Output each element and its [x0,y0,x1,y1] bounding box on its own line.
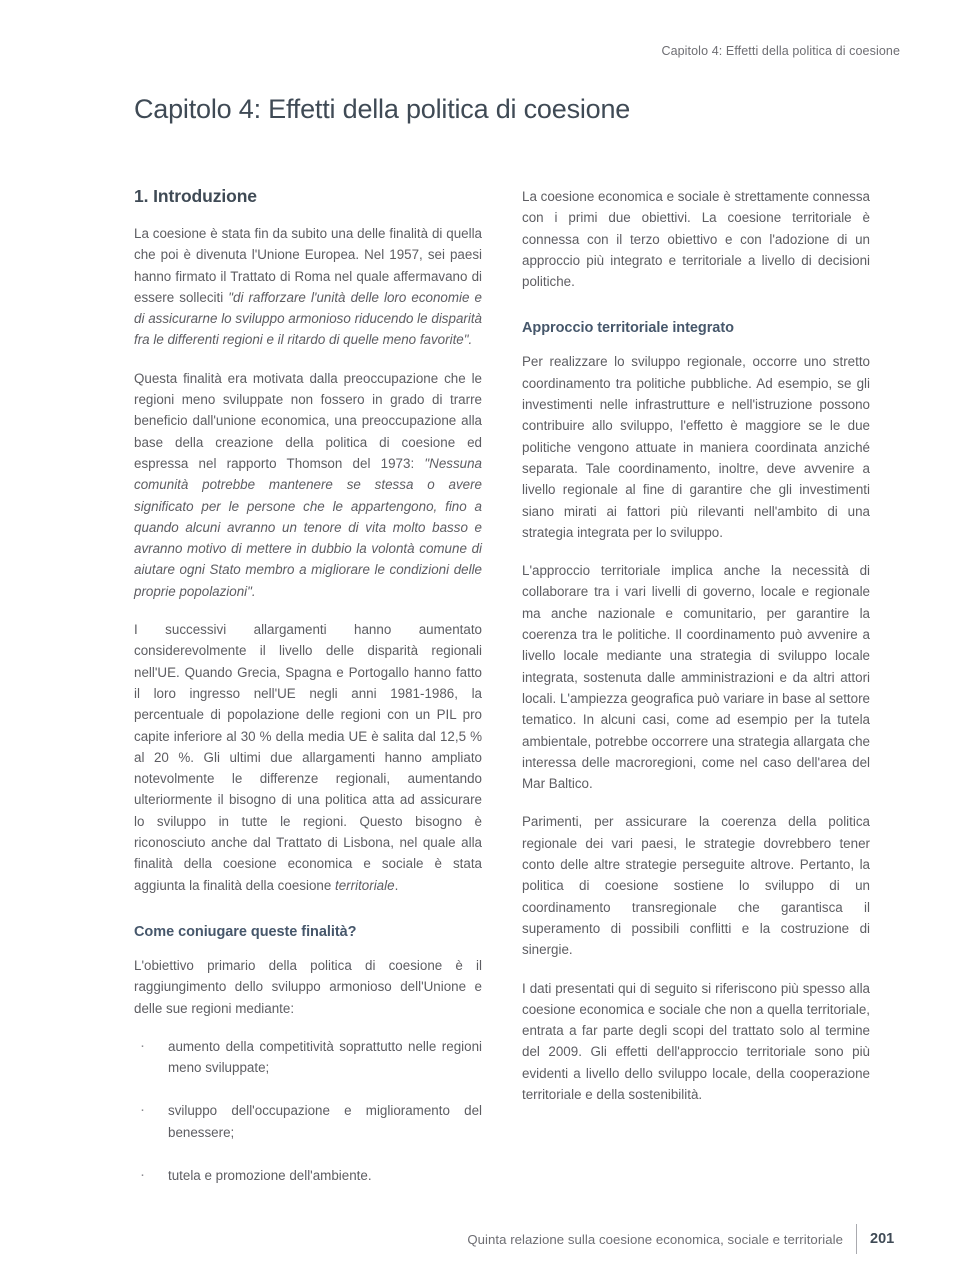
paragraph-5: La coesione economica e sociale è strettamente connessa con i primi due obiettivi. La coesione territoriale è connessa con il terzo obiettivo e con l'adozione di un approccio più integrato e territoriale a livello di decisioni politiche. [522,189,870,290]
left-column [134,186,482,1196]
paragraph-3 [134,619,482,896]
page-footer [467,1224,900,1254]
paragraph-6: Per realizzare lo sviluppo regionale, occorre uno stretto coordinamento tra politiche pubbliche. Ad esempio, se gli investimenti nelle infrastrutture e nell'istruzione possono contribuire allo sviluppo, l'effetto è maggiore se le due politiche vengono attuate in maniera coordinata anziché separata. Tale coordinamento, inoltre, deve avvenire a livello regionale al fine di garantire che gli investimenti siano mirati ai fattori più rilevanti nell'ambito di una strategia integrata per lo sviluppo. [522,354,870,540]
paragraph-3-term: territoriale [335,877,395,893]
objectives-list [134,1036,482,1186]
paragraph-1-quote: "di rafforzare l'unità delle loro economie e di assicurarne lo sviluppo armonioso riducendo le disparità fra le differenti regioni e il ritardo di quelle meno favorite". [134,289,482,348]
sub-heading-approccio-territoriale-integrato: Approccio territoriale integrato [522,320,734,337]
list-item: · sviluppo dell'occupazione e miglioramento del benessere; [134,1100,482,1143]
list-item: · aumento della competitività soprattutto nelle regioni meno sviluppate; [134,1036,482,1079]
two-column-body [134,186,870,1196]
paragraph-3-tail: . [394,877,399,893]
section-heading-introduzione: 1. Introduzione [134,186,257,206]
paragraph-2-quote: "Nessuna comunità potrebbe mantenere se stessa o avere significato per le persone che le appartengono, fino a quando alcuni avranno un tenore di vita molto basso e avranno motivo di mettere in dubbio la volontà comune di aiutare ogni Stato membro a migliorare le condizioni delle proprie popolazioni". [134,455,482,599]
paragraph-4: L'obiettivo primario della politica di coesione è il raggiungimento dello sviluppo armonioso dell'Unione e delle sue regioni mediante: [134,957,482,1016]
footer-divider [856,1224,857,1254]
paragraph-8: Parimenti, per assicurare la coerenza della politica regionale dei vari paesi, le strategie dovrebbero tener conto delle altre strategie perseguite altrove. Pertanto, la politica di coesione sostiene lo sviluppo di un coordinamento transregionale che garantisca il superamento di possibili conflitti e la costruzione di sinergie. [522,814,870,958]
page-title: Capitolo 4: Effetti della politica di coesione [134,94,631,125]
paragraph-2 [134,368,482,602]
paragraph-3-lead: I successivi allargamenti hanno aumentato considerevolmente il livello delle disparità regionali nell'UE. Quando Grecia, Spagna e Portogallo hanno fatto il loro ingresso nell'UE negli anni 1981-1986, la percentuale di popolazione delle regioni con un PIL pro capite inferiore al 30 % della media UE è salita dal 12,5 % al 20 %. Gli ultimi due allargamenti hanno ampliato notevolmente le differenze regionali, aumentando ulteriormente il bisogno di una politica atta ad assicurare lo sviluppo in tutte le regioni. Questo bisogno è riconosciuto anche dal Trattato di Lisbona, nel quale alla finalità della coesione economica e sociale è stata aggiunta la finalità della coesione [134,622,482,893]
paragraph-7: L'approccio territoriale implica anche la necessità di collaborare tra i vari livelli di governo, locale e regionale ma anche nazionale e comunitario, per garantire la coerenza tra le politiche. Il coordinamento può avvenire a livello locale mediante una strategia di sviluppo locale integrata, sostenuta dalle amministrazioni e da altri attori locali. L'ampiezza geografica può variare in base al settore tematico. In alcuni casi, come ad esempio per la tutela ambientale, potrebbe occorrere una strategia allargata che interessa delle macroregioni, come nel caso dell'area del Mar Baltico. [522,563,870,792]
paragraph-2-lead: Questa finalità era motivata dalla preoccupazione che le regioni meno sviluppate non fossero in grado di trarre beneficio dall'unione economica, una preoccupazione alla base della creazione della politica di coesione ed espressa nel rapporto Thomson del 1973: [134,370,482,471]
page-number: 201 [870,1231,895,1247]
paragraph-9: I dati presentati qui di seguito si riferiscono più spesso alla coesione economica e sociale che non a quella territoriale, entrata a far parte degli scopi del trattato solo al termine del 2009. Gli effetti dell'approccio territoriale sono più evidenti a livello dello sviluppo locale, della cooperazione territoriale e della sostenibilità. [522,980,870,1102]
paragraph-1 [134,223,482,351]
paragraph-1-lead: La coesione è stata fin da subito una delle finalità di quella che poi è divenuta l'Unione Europea. Nel 1957, sei paesi hanno firmato il Trattato di Roma nel quale affermavano di essere solleciti [134,226,482,305]
running-head: Capitolo 4: Effetti della politica di coesione [661,44,900,58]
list-item: · tutela e promozione dell'ambiente. [134,1165,482,1186]
sub-heading-come-coniugare: Come coniugare queste finalità? [134,923,357,940]
footer-title: Quinta relazione sulla coesione economica, sociale e territoriale [467,1231,843,1247]
right-column [522,186,870,1196]
